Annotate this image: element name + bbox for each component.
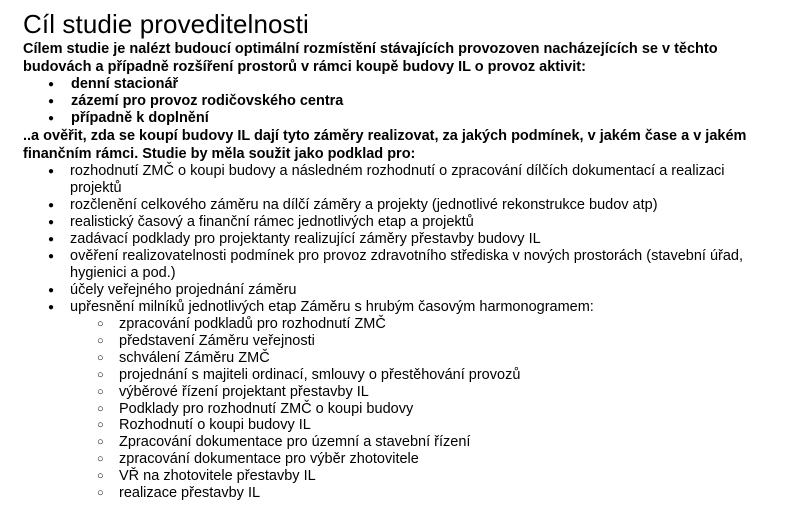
milestone-item: ○ realizace přestavby IL [47, 485, 769, 502]
uses-list [23, 163, 769, 316]
milestones-list [47, 316, 769, 502]
use-item: ● ověření realizovatelnosti podmínek pro provoz zdravotního střediska v nových prostorách (stavební úřad, hygienici a pod.) [23, 248, 769, 282]
use-item: ● zadávací podklady pro projektanty realizující záměry přestavby budovy IL [23, 231, 769, 248]
milestone-item: ○ Zpracování dokumentace pro územní a stavební řízení [47, 434, 769, 451]
milestone-item: ○ Podklady pro rozhodnutí ZMČ o koupi budovy [47, 401, 769, 418]
intro-paragraph: Cílem studie je nalézt budoucí optimální rozmístění stávajících provozoven nacházejících se v těchto budovách a případně rozšíření prostorů v rámci koupě budovy IL o provoz aktivit: [23, 41, 718, 75]
use-item: ● rozčlenění celkového záměru na dílčí záměry a projekty (jednotlivé rekonstrukce budov atp) [23, 197, 769, 214]
milestone-item: ○ výběrové řízení projektant přestavby IL [47, 384, 769, 401]
milestone-item: ○ schválení Záměru ZMČ [47, 350, 769, 367]
milestone-item: ○ VŘ na zhotovitele přestavby IL [47, 468, 769, 485]
goals-list [23, 76, 769, 127]
goal-item: ● zázemí pro provoz rodičovského centra [23, 93, 769, 110]
goal-item: ● denní stacionář [23, 76, 769, 93]
verify-paragraph: ..a ověřit, zda se koupí budovy IL dají tyto záměry realizovat, za jakých podmínek, v jakém čase a v jakém finančním rámci. Studie by měla soužit jako podklad pro: [23, 128, 747, 162]
page-title: Cíl studie proveditelnosti [23, 9, 309, 39]
milestone-item: ○ projednání s majiteli ordinací, smlouvy o přestěhování provozů [47, 367, 769, 384]
milestone-item: ○ zpracování dokumentace pro výběr zhotovitele [47, 451, 769, 468]
use-item: ● realistický časový a finanční rámec jednotlivých etap a projektů [23, 214, 769, 231]
goal-item: ● případně k doplnění [23, 110, 769, 127]
use-item: ● upřesnění milníků jednotlivých etap Záměru s hrubým časovým harmonogramem: [23, 299, 769, 316]
milestone-item: ○ zpracování podkladů pro rozhodnutí ZMČ [47, 316, 769, 333]
milestone-item: ○ Rozhodnutí o koupi budovy IL [47, 417, 769, 434]
use-item: ● rozhodnutí ZMČ o koupi budovy a následném rozhodnutí o zpracování dílčích dokumentací a realizaci projektů [23, 163, 769, 197]
use-item: ● účely veřejného projednání záměru [23, 282, 769, 299]
milestone-item: ○ představení Záměru veřejnosti [47, 333, 769, 350]
